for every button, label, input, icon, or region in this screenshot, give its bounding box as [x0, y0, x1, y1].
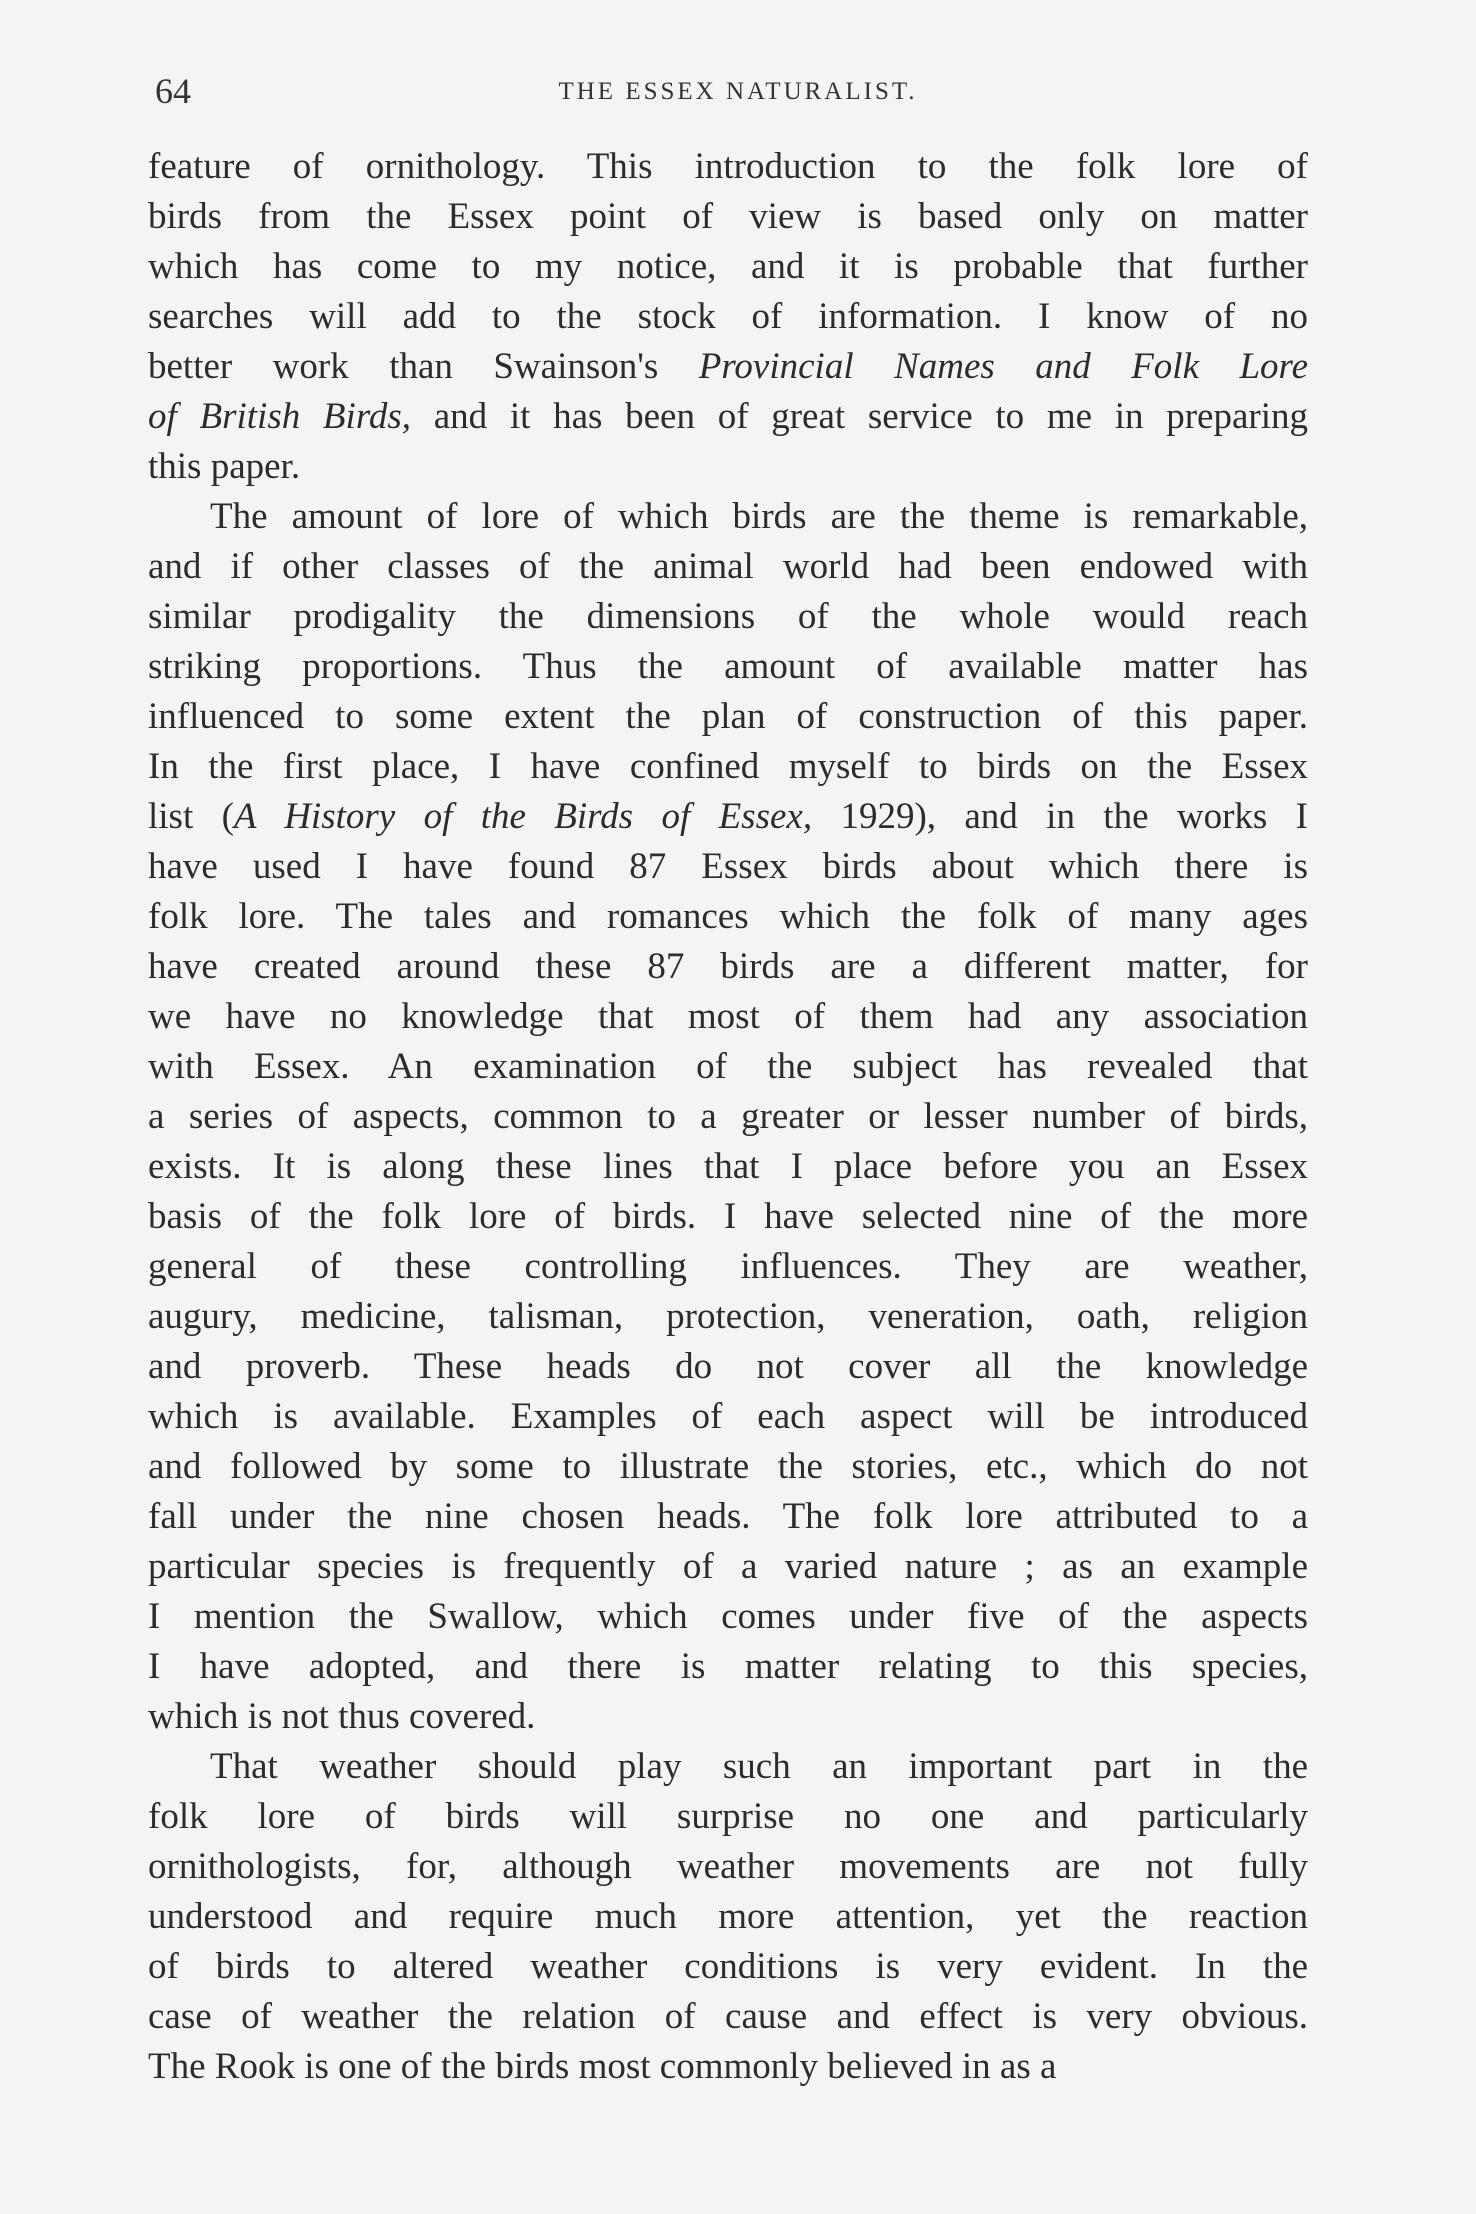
text-line: of British Birds, and it has been of great service to me in preparing [148, 396, 1308, 437]
body-text [148, 142, 1308, 2092]
text-line: have used I have found 87 Essex birds about which there is [148, 846, 1308, 887]
text-line: The amount of lore of which birds are the theme is remarkable, [210, 496, 1308, 537]
text-line: better work than Swainson's Provincial Names and Folk Lore [148, 346, 1308, 387]
text-line: The Rook is one of the birds most commonly believed in as a [148, 2046, 1057, 2087]
text-line: ornithologists, for, although weather movements are not fully [148, 1846, 1308, 1887]
text-line: That weather should play such an important part in the [210, 1746, 1308, 1787]
text-line: I have adopted, and there is matter relating to this species, [148, 1646, 1308, 1687]
text-line: augury, medicine, talisman, protection, veneration, oath, religion [148, 1296, 1308, 1337]
paragraph [148, 142, 1308, 492]
text-line: a series of aspects, common to a greater or lesser number of birds, [148, 1096, 1308, 1137]
text-line: birds from the Essex point of view is based only on matter [148, 196, 1308, 237]
text-line: similar prodigality the dimensions of the whole would reach [148, 596, 1308, 637]
text-line: and if other classes of the animal world had been endowed with [148, 546, 1308, 587]
text-line: basis of the folk lore of birds. I have selected nine of the more [148, 1196, 1308, 1237]
text-line: this paper. [148, 446, 301, 487]
text-line: fall under the nine chosen heads. The folk lore attributed to a [148, 1496, 1308, 1537]
text-line: with Essex. An examination of the subject has revealed that [148, 1046, 1308, 1087]
text-line: folk lore. The tales and romances which the folk of many ages [148, 896, 1308, 937]
text-line: which has come to my notice, and it is probable that further [148, 246, 1308, 287]
text-line: we have no knowledge that most of them had any association [148, 996, 1308, 1037]
text-line: striking proportions. Thus the amount of available matter has [148, 646, 1308, 687]
text-line: general of these controlling influences. They are weather, [148, 1246, 1308, 1287]
text-line: feature of ornithology. This introduction to the folk lore of [148, 146, 1308, 187]
page-header [0, 70, 1476, 120]
text-line: and proverb. These heads do not cover all the knowledge [148, 1346, 1308, 1387]
italic-title: of British Birds, [148, 396, 411, 437]
italic-title: Provincial Names and Folk Lore [698, 346, 1308, 387]
text-line: exists. It is along these lines that I place before you an Essex [148, 1146, 1308, 1187]
text-line: and followed by some to illustrate the stories, etc., which do not [148, 1446, 1308, 1487]
text-line: which is not thus covered. [148, 1696, 536, 1737]
text-line: which is available. Examples of each aspect will be introduced [148, 1396, 1308, 1437]
text-line: influenced to some extent the plan of construction of this paper. [148, 696, 1308, 737]
page-number: 64 [155, 71, 191, 111]
text-line: list (A History of the Birds of Essex, 1929), and in the works I [148, 796, 1308, 837]
text-line: I mention the Swallow, which comes under five of the aspects [148, 1596, 1308, 1637]
text-line: understood and require much more attention, yet the reaction [148, 1896, 1308, 1937]
text-line: particular species is frequently of a varied nature ; as an example [148, 1546, 1308, 1587]
running-head: THE ESSEX NATURALIST. [558, 78, 918, 105]
text-line: folk lore of birds will surprise no one and particularly [148, 1796, 1308, 1837]
italic-title: A History of the Birds of Essex, [233, 796, 813, 837]
text-line: have created around these 87 birds are a different matter, for [148, 946, 1308, 987]
text-line: In the first place, I have confined myself to birds on the Essex [148, 746, 1308, 787]
paragraph [148, 1742, 1308, 2092]
text-line: searches will add to the stock of information. I know of no [148, 296, 1308, 337]
text-line: case of weather the relation of cause and effect is very obvious. [148, 1996, 1308, 2037]
paragraph [148, 492, 1308, 1742]
text-line: of birds to altered weather conditions is very evident. In the [148, 1946, 1308, 1987]
